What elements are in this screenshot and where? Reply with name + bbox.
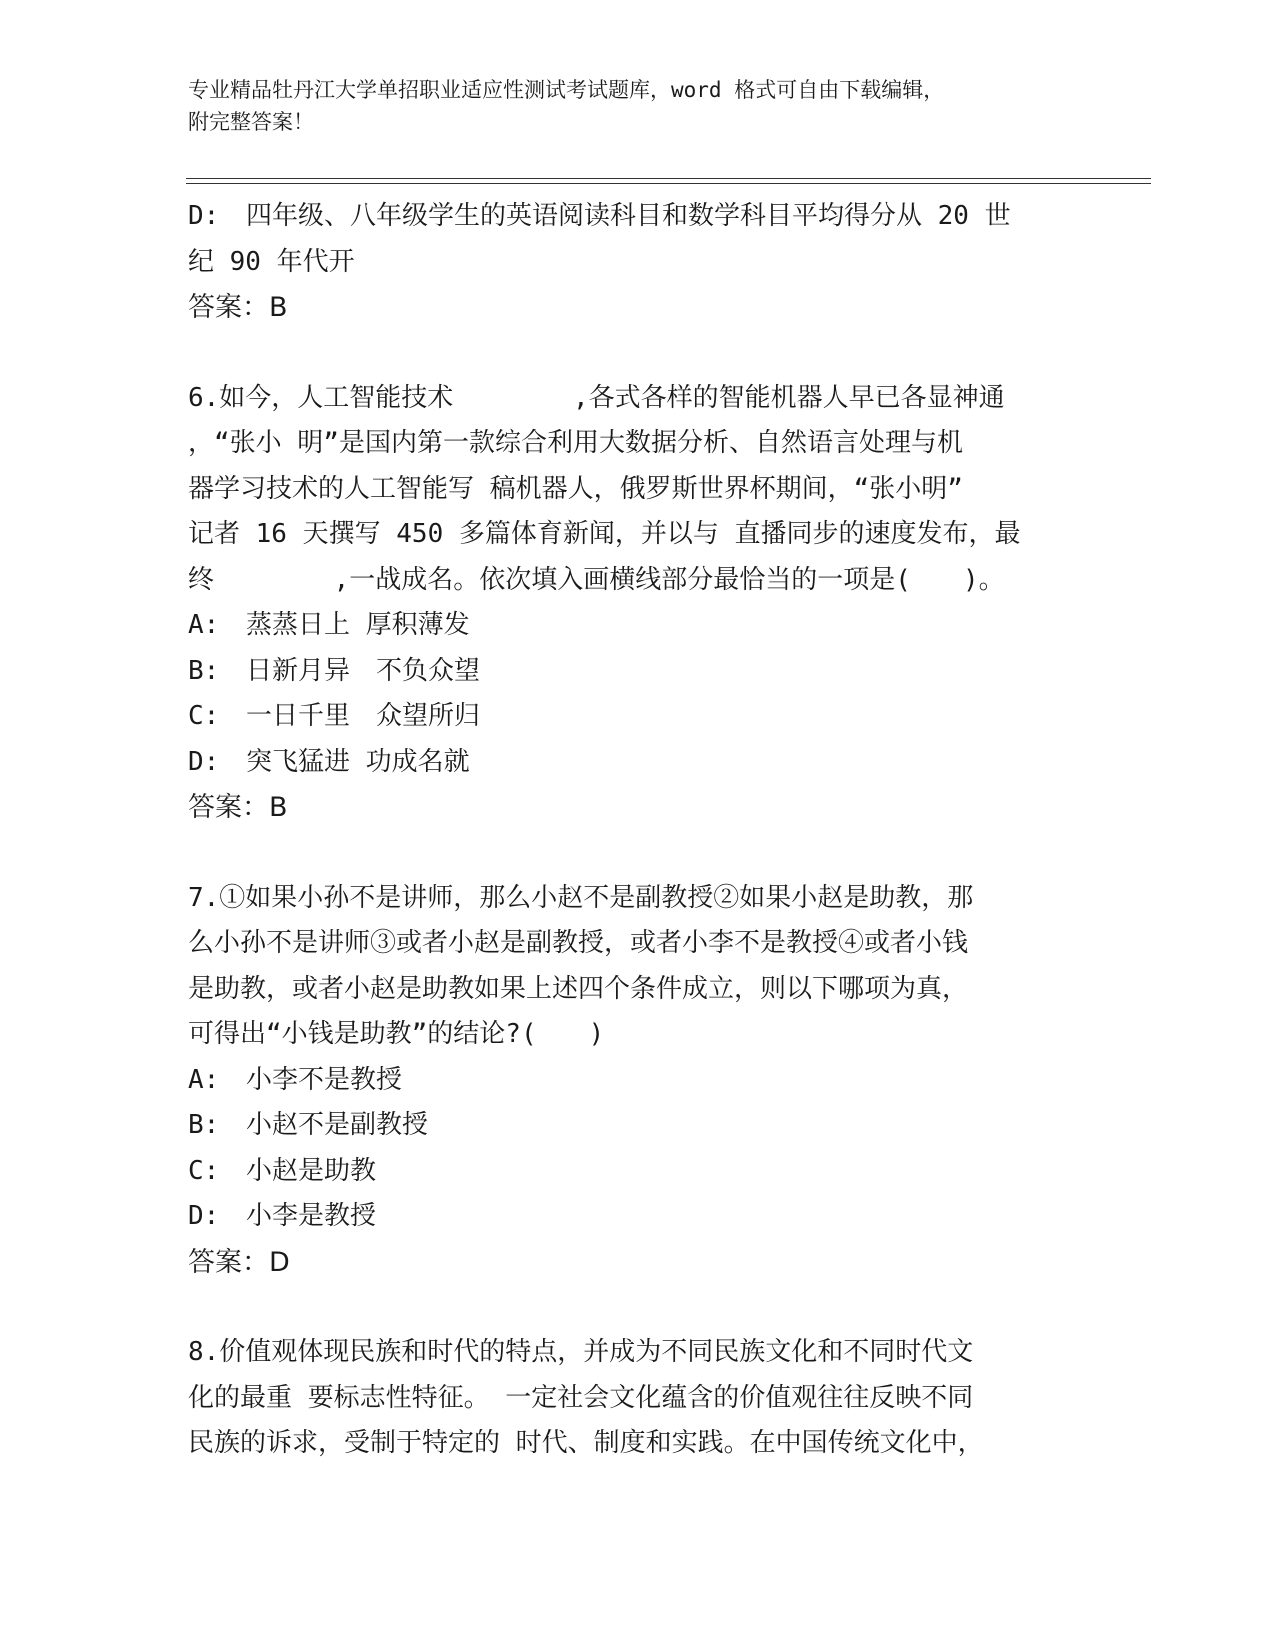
option-text: 小赵是助教	[246, 1155, 377, 1186]
spacer	[188, 1285, 1088, 1330]
option-text: 一日千里 众望所归	[246, 701, 481, 731]
option-text: 小赵不是副教授	[246, 1110, 429, 1140]
option-text: 四年级、八年级学生的英语阅读科目和数学科目平均得分从 20 世	[246, 201, 1011, 231]
spacer	[188, 831, 1088, 876]
q5-option-d	[188, 194, 1088, 240]
spacer	[188, 331, 1088, 376]
document-body	[188, 194, 1088, 1467]
question-line: 么小孙不是讲师③或者小赵是副教授，或者小李不是教授④或者小钱	[188, 928, 969, 958]
q6-answer: 答案：B	[188, 792, 288, 823]
q7-option-b	[188, 1103, 1088, 1149]
q6-option-d	[188, 740, 1088, 786]
question-line: 是助教，或者小赵是助教如果上述四个条件成立，则以下哪项为真，	[188, 973, 969, 1004]
option-text: 小李不是教授	[246, 1064, 403, 1095]
option-text: 小李是教授	[246, 1201, 377, 1231]
q7-answer: 答案：D	[188, 1246, 290, 1278]
option-text: 蒸蒸日上 厚积薄发	[246, 610, 470, 640]
question-7	[188, 876, 1088, 1286]
option-label: D:	[188, 746, 220, 777]
q7-option-d	[188, 1194, 1088, 1240]
q5-option-d-continued: 纪 90 年代开	[188, 246, 355, 277]
question-6	[188, 376, 1088, 831]
q7-option-c	[188, 1149, 1088, 1195]
q6-option-b	[188, 649, 1088, 695]
question-line: 记者 16 天撰写 450 多篇体育新闻，并以与 直播同步的速度发布，最	[188, 519, 1021, 549]
header-note-line-2: 附完整答案！	[188, 110, 314, 134]
question-line: 器学习技术的人工智能写 稿机器人，俄罗斯世界杯期间，“张小明”	[188, 473, 963, 504]
option-label: B:	[188, 655, 220, 686]
question-line: 8.价值观体现民族和时代的特点，并成为不同民族文化和不同时代文	[188, 1337, 974, 1367]
q5-answer: 答案：B	[188, 292, 288, 323]
question-line: 可得出“小钱是助教”的结论?( )	[188, 1019, 605, 1049]
header-note-line-1: 专业精品牡丹江大学单招职业适应性测试考试题库，word 格式可自由下载编辑，	[188, 78, 945, 102]
question-line: 7.①如果小孙不是讲师，那么小赵不是副教授②如果小赵是助教，那	[188, 882, 974, 913]
header-rule-top	[186, 178, 1151, 179]
option-label: A:	[188, 1064, 220, 1095]
q7-option-a	[188, 1058, 1088, 1104]
question-line: 化的最重 要标志性特征。 一定社会文化蕴含的价值观往往反映不同	[188, 1382, 974, 1413]
header-rule-bottom	[186, 183, 1151, 184]
q6-option-c	[188, 694, 1088, 740]
option-label: C:	[188, 1155, 220, 1186]
question-8	[188, 1330, 1088, 1467]
question-line: 终 ,一战成名。依次填入画横线部分最恰当的一项是( )。	[188, 564, 1005, 595]
option-label: A:	[188, 610, 220, 640]
question-line: 民族的诉求，受制于特定的 时代、制度和实践。在中国传统文化中，	[188, 1428, 984, 1458]
option-label: B:	[188, 1110, 220, 1140]
option-text: 日新月异 不负众望	[246, 655, 481, 686]
option-label: D:	[188, 1201, 220, 1231]
header-note	[188, 74, 1088, 138]
option-label: C:	[188, 701, 220, 731]
option-text: 突飞猛进 功成名就	[246, 746, 470, 777]
question-line: 6.如今，人工智能技术 ,各式各样的智能机器人早已各显神通	[188, 382, 1005, 413]
q6-option-a	[188, 603, 1088, 649]
question-line: ，“张小 明”是国内第一款综合利用大数据分析、自然语言处理与机	[188, 428, 963, 458]
option-label: D:	[188, 201, 220, 231]
